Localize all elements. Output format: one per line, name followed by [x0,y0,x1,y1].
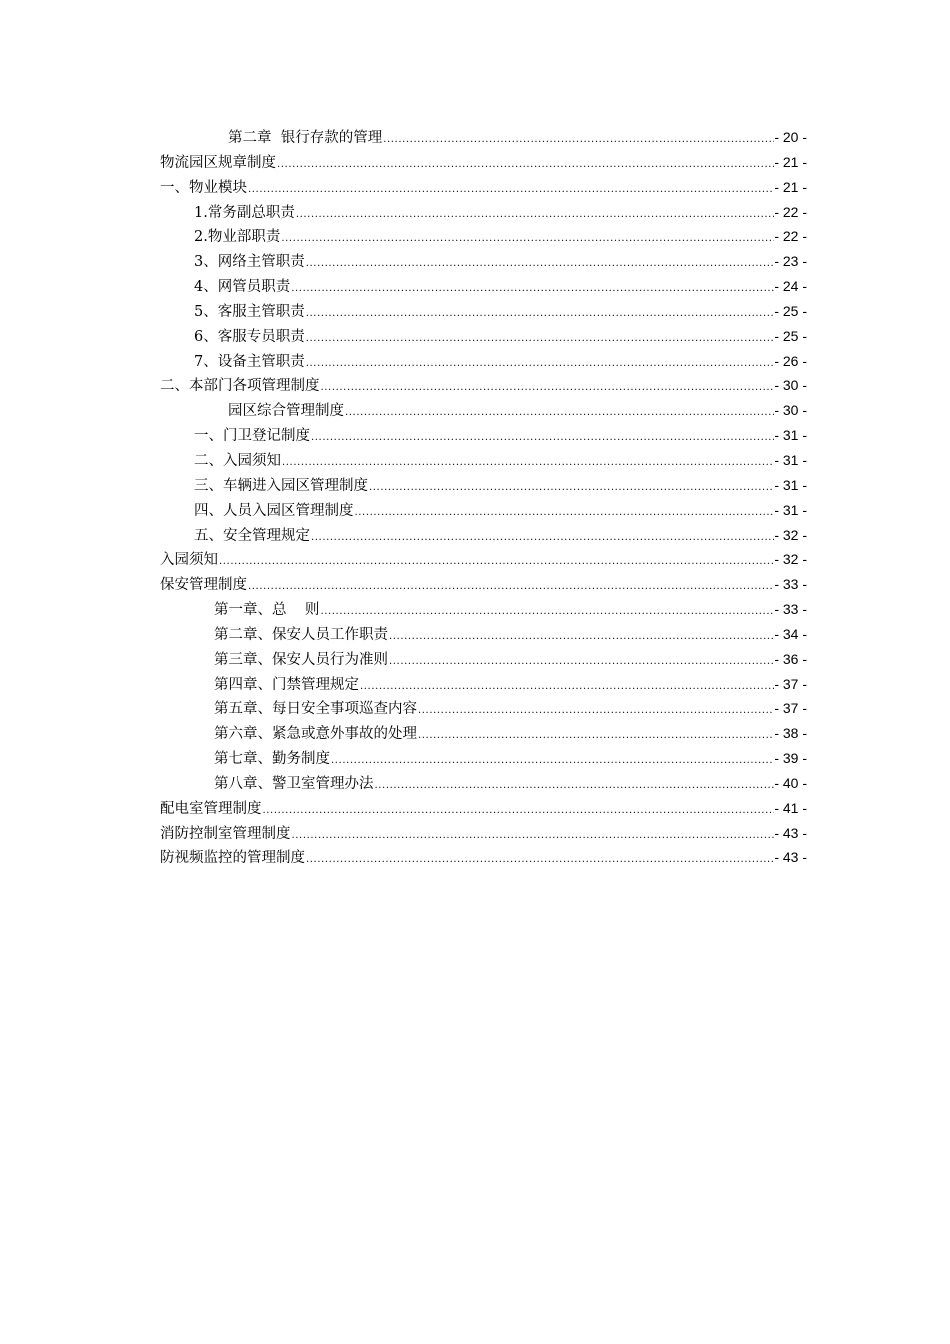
toc-entry[interactable] [160,175,807,200]
toc-page-number: - 31 - [774,501,807,518]
toc-entry-title: 7、设备主管职责 [194,353,305,370]
toc-entry-title: 配电室管理制度 [160,800,262,817]
toc-page-number: - 43 - [774,849,807,866]
toc-dot-leader [305,848,774,870]
toc-entry[interactable] [160,597,807,622]
toc-entry-title: 第一章、总 则 [214,602,320,619]
toc-entry[interactable] [160,622,807,647]
toc-dot-leader [330,749,774,771]
toc-dot-leader [417,699,774,721]
toc-page-number: - 37 - [774,700,807,717]
toc-page-number: - 23 - [774,253,807,270]
toc-entry-title: 第五章、每日安全事项巡查内容 [214,701,417,718]
toc-entry[interactable] [160,373,807,398]
toc-dot-leader [291,824,775,846]
toc-page-number: - 30 - [774,402,807,419]
toc-page-number: - 32 - [774,526,807,543]
toc-page-number: - 21 - [774,153,807,170]
toc-page-number: - 41 - [774,799,807,816]
toc-page-number: - 32 - [774,551,807,568]
toc-dot-leader [359,675,774,697]
toc-page-number: - 43 - [774,824,807,841]
toc-entry-title: 四、人员入园区管理制度 [194,502,354,519]
toc-page-number: - 26 - [774,352,807,369]
toc-dot-leader [368,476,774,498]
toc-entry[interactable] [160,349,807,374]
toc-entry[interactable] [160,796,807,821]
toc-page-number: - 31 - [774,427,807,444]
toc-entry-title: 保安管理制度 [160,577,247,594]
toc-entry-title: 第二章 银行存款的管理 [228,130,383,146]
toc-dot-leader [247,178,774,200]
toc-dot-leader [305,352,775,374]
toc-page-number: - 25 - [774,302,807,319]
toc-entry-title: 第八章、警卫室管理办法 [214,775,374,792]
toc-dot-leader [295,203,774,225]
toc-dot-leader [354,501,775,523]
toc-entry[interactable] [160,572,807,597]
toc-entry[interactable] [160,696,807,721]
toc-dot-leader [247,575,774,597]
toc-page-number: - 22 - [774,228,807,245]
toc-page-number: - 25 - [774,327,807,344]
toc-entry[interactable] [160,299,807,324]
toc-dot-leader [382,128,774,150]
toc-entry-title: 一、门卫登记制度 [194,428,310,445]
toc-page-number: - 38 - [774,725,807,742]
toc-entry-title: 第二章、保安人员工作职责 [214,626,388,643]
toc-entry-title: 3、网络主管职责 [194,254,305,271]
toc-entry[interactable] [160,448,807,473]
toc-page-number: - 37 - [774,675,807,692]
toc-page-number: - 22 - [774,203,807,220]
toc-entry[interactable] [160,523,807,548]
toc-entry[interactable] [160,647,807,672]
toc-dot-leader [305,302,775,324]
toc-dot-leader [276,153,774,175]
toc-dot-leader [305,327,775,349]
toc-entry[interactable] [160,498,807,523]
toc-entry[interactable] [160,249,807,274]
toc-page-number: - 33 - [774,576,807,593]
toc-entry[interactable] [160,746,807,771]
toc-page-number: - 20 - [774,129,807,145]
toc-entry[interactable] [160,547,807,572]
toc-entry[interactable] [160,150,807,175]
toc-entry[interactable] [160,771,807,796]
toc-page-number: - 31 - [774,476,807,493]
toc-entry[interactable] [160,821,807,846]
toc-entry-title: 三、车辆进入园区管理制度 [194,477,368,494]
toc-page-number: - 36 - [774,650,807,667]
toc-entry-title: 防视频监控的管理制度 [160,850,305,867]
toc-entry[interactable] [160,845,807,870]
toc-entry[interactable] [160,324,807,349]
toc-dot-leader [262,799,775,821]
toc-entry-title: 消防控制室管理制度 [160,825,291,842]
toc-dot-leader [281,451,774,473]
toc-page-number: - 21 - [774,178,807,195]
toc-dot-leader [218,550,774,572]
toc-entry[interactable] [160,224,807,249]
toc-page-number: - 31 - [774,451,807,468]
toc-entry-title: 第七章、勤务制度 [214,751,330,768]
toc-entry-title: 6、客服专员职责 [194,328,305,345]
toc-entry[interactable] [160,672,807,697]
toc-dot-leader [374,774,775,796]
toc-entry-title: 1.常务副总职责 [194,204,295,221]
toc-entry-title: 2.物业部职责 [194,229,281,246]
toc-page-number: - 33 - [774,601,807,618]
toc-entry[interactable] [160,200,807,225]
toc-page-number: - 30 - [774,377,807,394]
toc-entry-title: 入园须知 [160,552,218,569]
toc-page-number: - 34 - [774,625,807,642]
toc-entry-title: 第三章、保安人员行为准则 [214,651,388,668]
toc-entry-title: 二、入园须知 [194,452,281,469]
toc-dot-leader [310,426,774,448]
toc-entry-title: 5、客服主管职责 [194,303,305,320]
toc-entry-title: 第六章、紧急或意外事故的处理 [214,726,417,743]
toc-entry[interactable] [160,721,807,746]
toc-dot-leader [305,252,775,274]
toc-entry[interactable] [160,423,807,448]
toc-entry[interactable] [160,274,807,299]
toc-dot-leader [280,227,774,249]
toc-entry-title: 二、本部门各项管理制度 [160,378,320,395]
toc-page-number: - 24 - [774,278,807,295]
toc-page-number: - 39 - [774,750,807,767]
toc-dot-leader [417,724,774,746]
toc-dot-leader [320,376,775,398]
toc-dot-leader [290,277,774,299]
toc-entry-title: 一、物业模块 [160,179,247,196]
toc-dot-leader [388,625,774,647]
toc-dot-leader [310,526,774,548]
toc-page-number: - 40 - [774,774,807,791]
toc-dot-leader [388,650,774,672]
toc-entry-title: 园区综合管理制度 [228,403,344,420]
toc-dot-leader [344,401,774,423]
toc-entry-title: 4、网管员职责 [194,279,291,296]
toc-entry-title: 物流园区规章制度 [160,154,276,171]
toc-dot-leader [319,600,774,622]
table-of-contents [160,125,807,870]
toc-entry-title: 第四章、门禁管理规定 [214,676,359,693]
toc-entry[interactable] [160,398,807,423]
toc-entry[interactable] [160,125,807,150]
toc-entry[interactable] [160,473,807,498]
toc-entry-title: 五、安全管理规定 [194,527,310,544]
